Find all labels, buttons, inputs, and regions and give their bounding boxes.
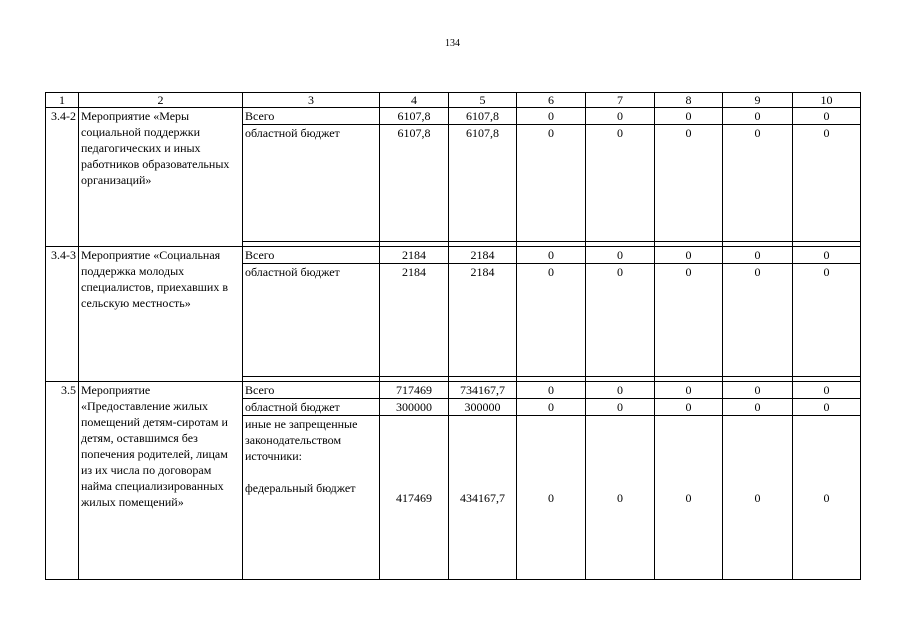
column-header: 1 [46,93,79,108]
value-cell: 0 [655,264,723,377]
value-cell: 0 [517,264,586,377]
value-cell: 0 [586,416,655,580]
value-cell: 0 [793,382,861,399]
value-cell: 0 [655,108,723,125]
column-header: 4 [380,93,449,108]
value-cell: 0 [586,399,655,416]
value-cell: 2184 [449,264,517,377]
row-number: 3.4-2 [46,108,79,247]
value-cell: 300000 [449,399,517,416]
column-header: 5 [449,93,517,108]
other-sources-label: иные не запрещенные законодательством источники: [245,417,358,463]
value-cell: 2184 [380,264,449,377]
value-cell: 0 [723,416,793,580]
table-row [46,382,861,399]
value-cell: 734167,7 [449,382,517,399]
value-cell: 0 [586,108,655,125]
column-header: 9 [723,93,793,108]
source-label: Всего [243,382,380,399]
value-cell: 0 [517,108,586,125]
value-cell: 434167,7 [449,416,517,580]
value-cell: 6107,8 [380,108,449,125]
value-cell: 0 [586,264,655,377]
value-cell: 0 [723,247,793,264]
table-row [46,108,861,125]
value-cell: 0 [517,247,586,264]
value-cell: 0 [723,382,793,399]
value-cell: 0 [793,264,861,377]
value-cell: 0 [723,125,793,242]
value-cell: 0 [517,399,586,416]
column-header: 7 [586,93,655,108]
value-cell: 6107,8 [380,125,449,242]
value-cell: 0 [586,125,655,242]
source-label: Всего [243,108,380,125]
value-cell: 2184 [449,247,517,264]
value-cell: 0 [655,125,723,242]
value-cell: 0 [793,108,861,125]
value-cell: 300000 [380,399,449,416]
source-label: областной бюджет [243,125,380,242]
header-row [46,93,861,108]
federal-budget-label: федеральный бюджет [245,481,356,495]
value-cell: 717469 [380,382,449,399]
value-cell: 0 [723,399,793,416]
value-cell: 2184 [380,247,449,264]
value-cell: 0 [655,399,723,416]
measure-name: Мероприятие «Социальная поддержка молодых специалистов, приехавших в сельскую местность» [79,247,243,382]
value-cell: 0 [793,399,861,416]
value-cell: 0 [723,108,793,125]
source-label [243,416,380,580]
value-cell: 0 [655,382,723,399]
column-header: 2 [79,93,243,108]
value-cell: 0 [655,247,723,264]
value-cell: 0 [517,382,586,399]
value-cell: 0 [517,416,586,580]
value-cell: 0 [723,264,793,377]
label-gap [245,464,377,480]
table-row [46,247,861,264]
source-label: областной бюджет [243,399,380,416]
column-header: 8 [655,93,723,108]
value-cell: 6107,8 [449,125,517,242]
row-number: 3.5 [46,382,79,580]
column-header: 3 [243,93,380,108]
source-label: Всего [243,247,380,264]
row-number: 3.4-3 [46,247,79,382]
value-cell: 0 [793,125,861,242]
budget-table [45,92,861,580]
value-cell: 0 [793,416,861,580]
value-cell: 0 [586,247,655,264]
value-cell: 417469 [380,416,449,580]
value-cell: 6107,8 [449,108,517,125]
label-gap [245,496,377,536]
page-number: 134 [445,38,460,49]
measure-name: Мероприятие «Меры социальной поддержки педагогических и иных работников образовательных организаций» [79,108,243,247]
column-header: 10 [793,93,861,108]
column-header: 6 [517,93,586,108]
source-label: областной бюджет [243,264,380,377]
value-cell: 0 [586,382,655,399]
measure-name: Мероприятие «Предоставление жилых помещений детям-сиротам и детям, оставшимся без попечения родителей, лицам из их числа по договорам найма специализированных жилых помещений» [79,382,243,580]
value-cell: 0 [517,125,586,242]
value-cell: 0 [655,416,723,580]
value-cell: 0 [793,247,861,264]
